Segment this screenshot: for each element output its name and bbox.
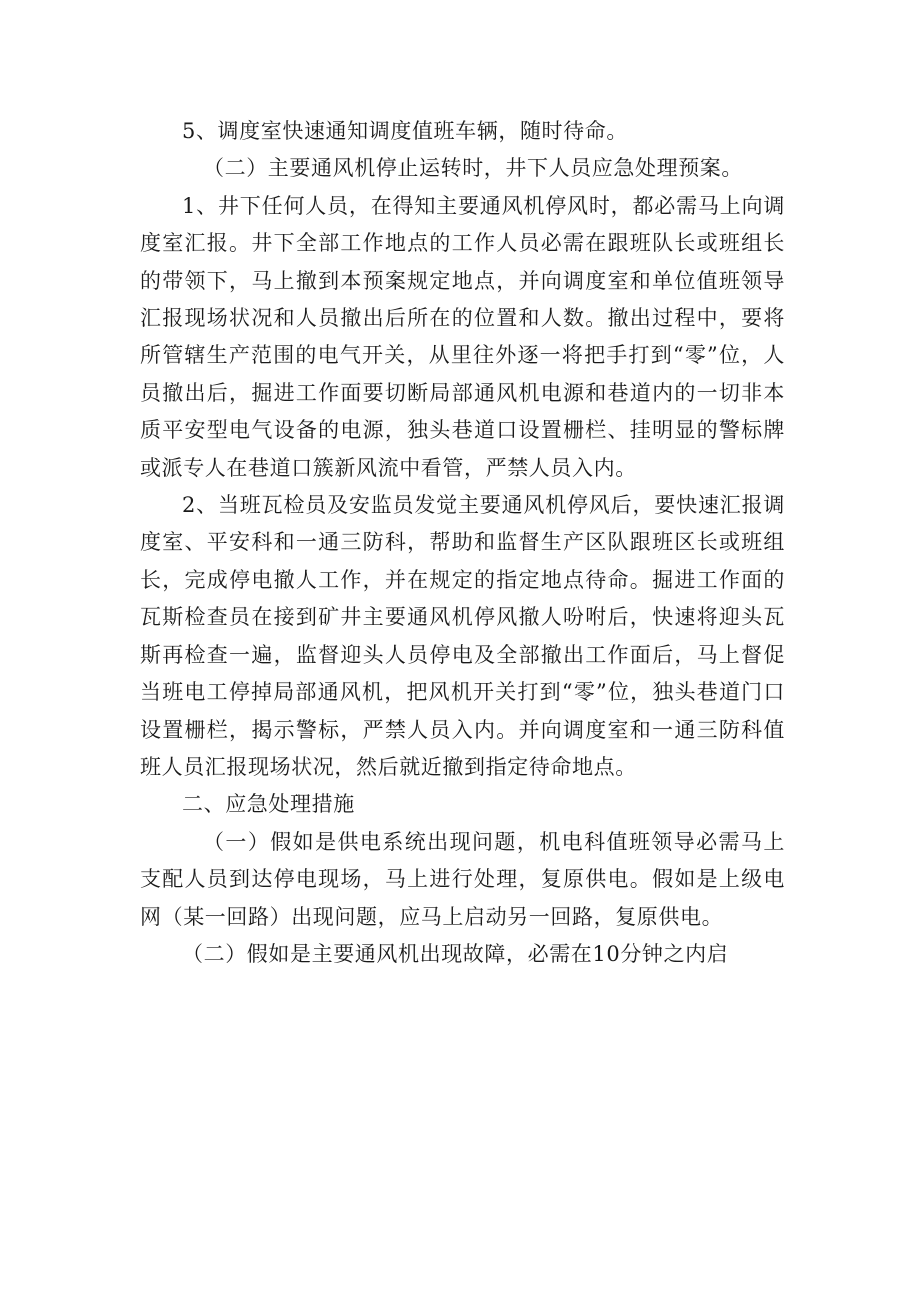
document-body [140,113,785,973]
paragraph-step-2: 2、当班瓦检员及安监员发觉主要通风机停风后，要快速汇报调度室、平安科和一通三防科，帮助和监督生产区队跟班区长或班组长，完成停电撤人工作，并在规定的指定地点待命。掘进工作面的瓦斯检查员在接到矿井主要通风机停风撤人吩咐后，快速将迎头瓦斯再检查一遍，监督迎头人员停电及全部撤出工作面后，马上督促当班电工停掉局部通风机，把风机开关打到“零”位，独头巷道门口设置栅栏，揭示警标，严禁人员入内。并向调度室和一通三防科值班人员汇报现场状况，然后就近撤到指定待命地点。 [140,493,785,779]
paragraph-step-1: 1、井下任何人员，在得知主要通风机停风时，都必需马上向调度室汇报。井下全部工作地点的工作人员必需在跟班队长或班组长的带领下，马上撤到本预案规定地点，并向调度室和单位值班领导汇报现场状况和人员撤出后所在的位置和人数。撤出过程中，要将所管辖生产范围的电气开关，从里往外逐一将把手打到“零”位，人员撤出后，掘进工作面要切断局部通风机电源和巷道内的一切非本质平安型电气设备的电源，独头巷道口设置栅栏、挂明显的警标牌或派专人在巷道口簇新风流中看管，严禁人员入内。 [140,193,785,480]
section-heading-emergency-measures: 二、应急处理措施 [182,792,355,817]
paragraph-step-5: 5、调度室快速通知调度值班车辆，随时待命。 [182,119,628,143]
paragraph-main-fan: （二）假如是主要通风机出现故障，必需在10分钟之内启 [182,941,729,966]
section-heading-underground-plan: （二）主要通风机停止运转时，井下人员应急处理预案。 [203,156,743,181]
paragraph-power-supply: （一）假如是供电系统出现问题，机电科值班领导必需马上支配人员到达停电现场，马上进行处理，复原供电。假如是上级电网（某一回路）出现问题，应马上启动另一回路，复原供电。 [140,829,785,929]
